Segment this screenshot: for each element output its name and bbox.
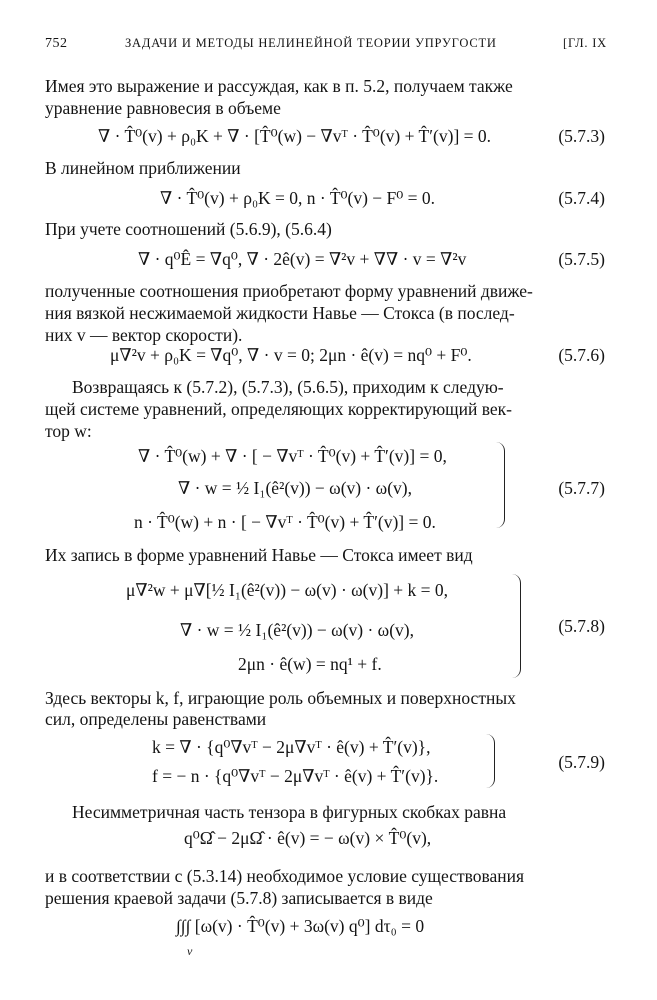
text-line: и в соответствии с (5.3.14) необходимое условие существования [45,866,525,886]
equation-number: (5.7.6) [558,345,605,365]
right-brace [512,574,521,678]
equation-5-7-8-line1: μ∇²w + μ∇[½ I₁(ê²(v)) − ω(v) · ω(v)] + k = 0, [126,580,449,600]
equation-5-7-8-line2: ∇ · w = ½ I₁(ê²(v)) − ω(v) · ω(v), [180,620,414,640]
equation-5-7-9-line2: f = − n · {q⁰∇vᵀ − 2μ∇vᵀ · ê(v) + T̂′(v)}. [152,766,439,786]
text-line: При учете соотношений (5.6.9), (5.6.4) [45,219,332,239]
equation-number: (5.7.5) [558,249,605,269]
equation-5-7-9-line1: k = ∇ · {q⁰∇vᵀ − 2μ∇vᵀ · ê(v) + T̂′(v)}, [152,737,431,757]
text-line: В линейном приближении [45,158,241,178]
equation-asymmetric-part: q⁰Ω̂ − 2μΩ̂ · ê(v) = − ω(v) × T̂⁰(v), [184,828,432,848]
chapter-marker: [ГЛ. IX [563,36,607,50]
equation-5-7-7-line1: ∇ · T̂⁰(w) + ∇ · [ − ∇vᵀ · T̂⁰(v) + T̂′(v)] = 0, [138,446,447,466]
text-line: Здесь векторы k, f, играющие роль объемных и поверхностных [45,688,516,708]
equation-5-7-5: ∇ · q⁰Ê = ∇q⁰, ∇ · 2ê(v) = ∇²v + ∇∇ · v = ∇²v [138,249,467,269]
text-line: уравнение равновесия в объеме [45,98,281,118]
text-line: тор w: [45,421,92,441]
text-line: ния вязкой несжимаемой жидкости Навье — Стокса (в послед- [45,303,515,323]
equation-5-7-4: ∇ · T̂⁰(v) + ρ₀K = 0, n · T̂⁰(v) − F⁰ = 0. [160,188,436,208]
running-title: ЗАДАЧИ И МЕТОДЫ НЕЛИНЕЙНОЙ ТЕОРИИ УПРУГОСТИ [125,36,497,50]
equation-number: (5.7.3) [558,126,605,146]
integral-condition: ∫∫∫ [ω(v) · T̂⁰(v) + 3ω(v) q⁰] dτ₀ = 0 [176,916,425,936]
equation-5-7-3: ∇ · T̂⁰(v) + ρ₀K + ∇ · [T̂⁰(w) − ∇vᵀ · T̂⁰(v) + T̂′(v)] = 0. [98,126,492,146]
right-brace [486,734,495,788]
running-header [45,36,607,58]
equation-5-7-7-line3: n · T̂⁰(w) + n · [ − ∇vᵀ · T̂⁰(v) + T̂′(v)] = 0. [134,512,436,532]
text-line: Несимметричная часть тензора в фигурных скобках равна [72,802,507,822]
text-line: Имея это выражение и рассуждая, как в п. 5.2, получаем также [45,76,513,96]
text-line: полученные соотношения приобретают форму уравнений движе- [45,281,533,301]
text-line: сил, определены равенствами [45,709,267,729]
text-line: щей системе уравнений, определяющих корректирующий век- [45,399,513,419]
text-line: них v — вектор скорости). [45,325,243,345]
equation-5-7-7-line2: ∇ · w = ½ I₁(ê²(v)) − ω(v) · ω(v), [178,478,412,498]
right-brace [496,442,505,528]
equation-number: (5.7.8) [558,616,605,636]
equation-5-7-6: μ∇²v + ρ₀K = ∇q⁰, ∇ · v = 0; 2μn · ê(v) = nq⁰ + F⁰. [110,345,472,365]
equation-5-7-8-line3: 2μn · ê(w) = nq¹ + f. [238,654,382,674]
text-line: решения краевой задачи (5.7.8) записывается в виде [45,888,433,908]
equation-number: (5.7.9) [558,752,605,772]
integral-subscript: v [187,944,193,958]
text-line: Их запись в форме уравнений Навье — Стокса имеет вид [45,545,473,565]
equation-number: (5.7.4) [558,188,605,208]
page-number: 752 [45,36,68,51]
equation-number: (5.7.7) [558,478,605,498]
text-line: Возвращаясь к (5.7.2), (5.7.3), (5.6.5), приходим к следую- [72,377,504,397]
